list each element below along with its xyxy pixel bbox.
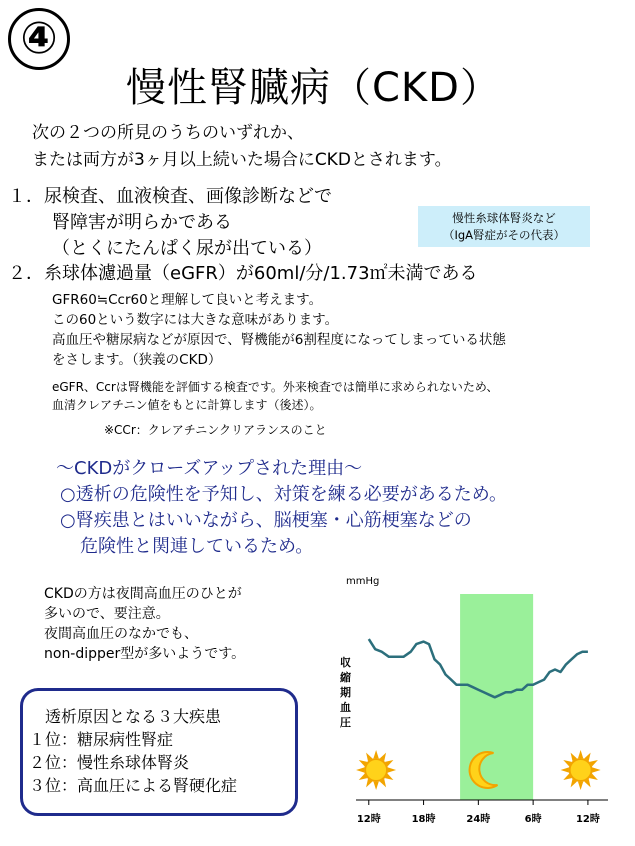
egfr-notes	[52, 378, 498, 414]
gfr-note-line: 高血圧や糖尿病などが原因で、腎機能が6割程度になってしまっている状態	[52, 332, 506, 348]
x-tick-label: 24時	[466, 814, 491, 825]
item-1-line: 腎障害が明らかである	[52, 212, 232, 233]
intro-line: または両方が3ヶ月以上続いた場合にCKDとされます。	[32, 150, 452, 170]
reason-line: 危険性と関連しているため。	[80, 536, 314, 557]
dialysis-causes-box	[20, 688, 298, 816]
egfr-note-line: eGFR、Ccrは腎機能を評価する検査です。外来検査では簡単に求められないため、	[52, 380, 499, 394]
y-label-char: 縮	[340, 671, 351, 684]
dialysis-cause-item: ２位：慢性糸球体腎炎	[29, 753, 190, 772]
x-tick-label: 18時	[411, 814, 436, 825]
y-axis-label	[339, 655, 352, 729]
note-line: 多いので、要注意。	[44, 606, 170, 622]
glomerulonephritis-badge	[418, 206, 590, 247]
ccr-note: ※CCr：クレアチニンクリアランスのこと	[104, 423, 327, 437]
note-line: non-dipper型が多いようです。	[44, 646, 246, 662]
badge-line: 慢性糸球体腎炎など	[452, 210, 556, 225]
item-1-line: １．尿検査、血液検査、画像診断などで	[8, 186, 332, 207]
y-label-char: 収	[340, 656, 351, 669]
page-title: 慢性腎臓病（CKD）	[126, 65, 501, 111]
gfr-note-line: をさします。（狭義のCKD）	[52, 352, 222, 368]
item-2-heading: ２．糸球体濾過量（eGFR）が60ml/分/1.73㎡未満である	[8, 263, 478, 284]
x-tick-label: 12時	[356, 814, 381, 825]
intro-text	[32, 120, 452, 174]
y-label-char: 血	[340, 701, 351, 714]
note-line: 夜間高血圧のなかでも、	[44, 626, 198, 642]
egfr-note-line: 血清クレアチニン値をもとに計算します（後述）。	[52, 398, 322, 412]
item-1	[8, 184, 332, 262]
x-tick-label: 12時	[575, 814, 600, 825]
reason-line: ○透析の危険性を予知し、対策を練る必要があるため。	[60, 484, 507, 505]
sun-icon	[561, 750, 601, 790]
blood-pressure-chart	[300, 560, 630, 840]
reason-line: ○腎疾患とはいいながら、脳梗塞・心筋梗塞などの	[60, 510, 472, 531]
dialysis-box-heading: 透析原因となる３大疾患	[45, 707, 222, 726]
badge-line: （IgA腎症がその代表）	[442, 227, 566, 242]
note-line: CKDの方は夜間高血圧のひとが	[44, 586, 242, 602]
y-label-char: 期	[340, 686, 351, 699]
gfr-note-line: この60という数字には大きな意味があります。	[52, 312, 339, 328]
y-label-char: 圧	[340, 716, 351, 729]
intro-line: 次の２つの所見のうちのいずれか、	[32, 123, 304, 143]
item-1-line: （とくにたんぱく尿が出ている）	[52, 238, 322, 259]
x-tick-label: 6時	[524, 814, 542, 825]
sun-icon	[356, 750, 396, 790]
reasons-heading: ～CKDがクローズアップされた理由～	[56, 458, 363, 479]
gfr-notes	[52, 290, 506, 370]
slide-number: ④	[8, 8, 70, 70]
dialysis-cause-item: ３位：高血圧による腎硬化症	[29, 776, 238, 795]
gfr-note-line: GFR60≒Ccr60と理解して良いと考えます。	[52, 292, 323, 308]
dialysis-cause-item: １位：糖尿病性腎症	[29, 730, 174, 749]
night-hypertension-note	[44, 584, 245, 664]
y-unit-label: mmHg	[346, 576, 380, 587]
